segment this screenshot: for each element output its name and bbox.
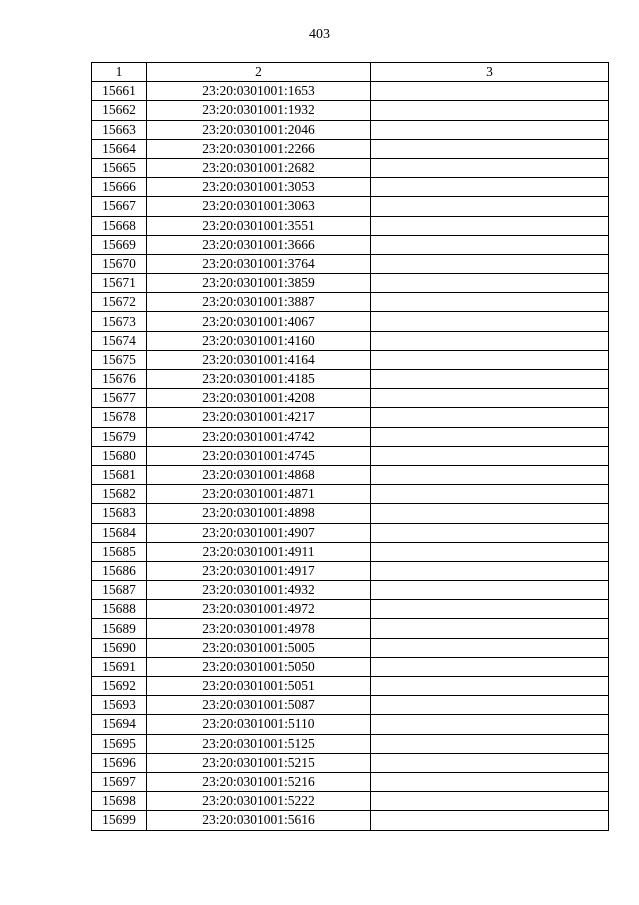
note-cell — [371, 561, 609, 580]
note-cell — [371, 82, 609, 101]
table-header — [92, 63, 609, 82]
note-cell — [371, 600, 609, 619]
cadastral-number-cell: 23:20:0301001:5051 — [147, 677, 371, 696]
cadastral-number-cell: 23:20:0301001:5110 — [147, 715, 371, 734]
table-row — [92, 715, 609, 734]
note-cell — [371, 753, 609, 772]
table-row — [92, 523, 609, 542]
cadastral-number-cell: 23:20:0301001:4907 — [147, 523, 371, 542]
row-number-cell: 15679 — [92, 427, 147, 446]
row-number-cell: 15662 — [92, 101, 147, 120]
note-cell — [371, 235, 609, 254]
note-cell — [371, 293, 609, 312]
column-header-1: 1 — [92, 63, 147, 82]
table-row — [92, 734, 609, 753]
table-row — [92, 101, 609, 120]
cadastral-number-cell: 23:20:0301001:2682 — [147, 158, 371, 177]
note-cell — [371, 178, 609, 197]
row-number-cell: 15670 — [92, 254, 147, 273]
note-cell — [371, 523, 609, 542]
table-row — [92, 600, 609, 619]
note-cell — [371, 811, 609, 830]
note-cell — [371, 389, 609, 408]
table-row — [92, 561, 609, 580]
row-number-cell: 15690 — [92, 638, 147, 657]
note-cell — [371, 331, 609, 350]
cadastral-number-cell: 23:20:0301001:3764 — [147, 254, 371, 273]
note-cell — [371, 657, 609, 676]
note-cell — [371, 158, 609, 177]
cadastral-number-cell: 23:20:0301001:4185 — [147, 370, 371, 389]
note-cell — [371, 370, 609, 389]
cadastral-number-cell: 23:20:0301001:1932 — [147, 101, 371, 120]
row-number-cell: 15672 — [92, 293, 147, 312]
cadastral-number-cell: 23:20:0301001:3053 — [147, 178, 371, 197]
column-header-2: 2 — [147, 63, 371, 82]
cadastral-number-cell: 23:20:0301001:4745 — [147, 446, 371, 465]
cadastral-number-cell: 23:20:0301001:3887 — [147, 293, 371, 312]
note-cell — [371, 254, 609, 273]
table-row — [92, 389, 609, 408]
cadastral-number-cell: 23:20:0301001:5616 — [147, 811, 371, 830]
cadastral-table — [91, 62, 609, 831]
table-row — [92, 465, 609, 484]
table-row — [92, 542, 609, 561]
note-cell — [371, 619, 609, 638]
row-number-cell: 15675 — [92, 350, 147, 369]
table-row — [92, 427, 609, 446]
row-number-cell: 15696 — [92, 753, 147, 772]
table-body — [92, 82, 609, 830]
table-row — [92, 504, 609, 523]
note-cell — [371, 446, 609, 465]
row-number-cell: 15685 — [92, 542, 147, 561]
row-number-cell: 15684 — [92, 523, 147, 542]
table-row — [92, 254, 609, 273]
note-cell — [371, 792, 609, 811]
note-cell — [371, 696, 609, 715]
cadastral-number-cell: 23:20:0301001:5087 — [147, 696, 371, 715]
row-number-cell: 15699 — [92, 811, 147, 830]
table-row — [92, 370, 609, 389]
row-number-cell: 15664 — [92, 139, 147, 158]
table-row — [92, 178, 609, 197]
note-cell — [371, 504, 609, 523]
table-row — [92, 638, 609, 657]
table-row — [92, 120, 609, 139]
table-row — [92, 657, 609, 676]
cadastral-number-cell: 23:20:0301001:3859 — [147, 274, 371, 293]
row-number-cell: 15661 — [92, 82, 147, 101]
cadastral-number-cell: 23:20:0301001:4978 — [147, 619, 371, 638]
note-cell — [371, 542, 609, 561]
cadastral-number-cell: 23:20:0301001:5050 — [147, 657, 371, 676]
row-number-cell: 15698 — [92, 792, 147, 811]
row-number-cell: 15671 — [92, 274, 147, 293]
note-cell — [371, 427, 609, 446]
row-number-cell: 15667 — [92, 197, 147, 216]
row-number-cell: 15663 — [92, 120, 147, 139]
cadastral-number-cell: 23:20:0301001:4067 — [147, 312, 371, 331]
note-cell — [371, 677, 609, 696]
note-cell — [371, 216, 609, 235]
cadastral-number-cell: 23:20:0301001:5125 — [147, 734, 371, 753]
cadastral-number-cell: 23:20:0301001:5216 — [147, 772, 371, 791]
table-row — [92, 235, 609, 254]
table-row — [92, 197, 609, 216]
column-header-3: 3 — [371, 63, 609, 82]
table-row — [92, 581, 609, 600]
row-number-cell: 15687 — [92, 581, 147, 600]
table-row — [92, 811, 609, 830]
table-row — [92, 619, 609, 638]
row-number-cell: 15689 — [92, 619, 147, 638]
row-number-cell: 15666 — [92, 178, 147, 197]
cadastral-number-cell: 23:20:0301001:1653 — [147, 82, 371, 101]
cadastral-number-cell: 23:20:0301001:4871 — [147, 485, 371, 504]
cadastral-number-cell: 23:20:0301001:2046 — [147, 120, 371, 139]
table-row — [92, 139, 609, 158]
note-cell — [371, 350, 609, 369]
header-row — [92, 63, 609, 82]
page-number: 403 — [309, 27, 330, 42]
cadastral-number-cell: 23:20:0301001:4160 — [147, 331, 371, 350]
cadastral-number-cell: 23:20:0301001:3063 — [147, 197, 371, 216]
table-row — [92, 158, 609, 177]
row-number-cell: 15680 — [92, 446, 147, 465]
row-number-cell: 15683 — [92, 504, 147, 523]
note-cell — [371, 465, 609, 484]
row-number-cell: 15665 — [92, 158, 147, 177]
table-row — [92, 312, 609, 331]
note-cell — [371, 715, 609, 734]
row-number-cell: 15688 — [92, 600, 147, 619]
note-cell — [371, 581, 609, 600]
row-number-cell: 15692 — [92, 677, 147, 696]
note-cell — [371, 101, 609, 120]
table-row — [92, 485, 609, 504]
cadastral-number-cell: 23:20:0301001:4898 — [147, 504, 371, 523]
cadastral-number-cell: 23:20:0301001:4972 — [147, 600, 371, 619]
row-number-cell: 15681 — [92, 465, 147, 484]
row-number-cell: 15677 — [92, 389, 147, 408]
table-row — [92, 753, 609, 772]
table-row — [92, 792, 609, 811]
note-cell — [371, 197, 609, 216]
table-row — [92, 82, 609, 101]
row-number-cell: 15674 — [92, 331, 147, 350]
note-cell — [371, 638, 609, 657]
row-number-cell: 15686 — [92, 561, 147, 580]
note-cell — [371, 139, 609, 158]
table-row — [92, 331, 609, 350]
table-row — [92, 446, 609, 465]
cadastral-number-cell: 23:20:0301001:4217 — [147, 408, 371, 427]
cadastral-number-cell: 23:20:0301001:4932 — [147, 581, 371, 600]
row-number-cell: 15673 — [92, 312, 147, 331]
table-row — [92, 772, 609, 791]
note-cell — [371, 485, 609, 504]
table-row — [92, 293, 609, 312]
note-cell — [371, 312, 609, 331]
table-row — [92, 677, 609, 696]
cadastral-number-cell: 23:20:0301001:4208 — [147, 389, 371, 408]
row-number-cell: 15694 — [92, 715, 147, 734]
cadastral-number-cell: 23:20:0301001:4911 — [147, 542, 371, 561]
cadastral-number-cell: 23:20:0301001:3666 — [147, 235, 371, 254]
row-number-cell: 15668 — [92, 216, 147, 235]
row-number-cell: 15682 — [92, 485, 147, 504]
cadastral-number-cell: 23:20:0301001:5215 — [147, 753, 371, 772]
row-number-cell: 15669 — [92, 235, 147, 254]
table-row — [92, 216, 609, 235]
table-row — [92, 696, 609, 715]
row-number-cell: 15691 — [92, 657, 147, 676]
table-row — [92, 274, 609, 293]
note-cell — [371, 734, 609, 753]
cadastral-number-cell: 23:20:0301001:4917 — [147, 561, 371, 580]
cadastral-number-cell: 23:20:0301001:2266 — [147, 139, 371, 158]
note-cell — [371, 772, 609, 791]
row-number-cell: 15697 — [92, 772, 147, 791]
table-row — [92, 408, 609, 427]
row-number-cell: 15676 — [92, 370, 147, 389]
cadastral-number-cell: 23:20:0301001:5222 — [147, 792, 371, 811]
cadastral-number-cell: 23:20:0301001:4164 — [147, 350, 371, 369]
cadastral-number-cell: 23:20:0301001:5005 — [147, 638, 371, 657]
row-number-cell: 15695 — [92, 734, 147, 753]
cadastral-number-cell: 23:20:0301001:4868 — [147, 465, 371, 484]
row-number-cell: 15693 — [92, 696, 147, 715]
note-cell — [371, 120, 609, 139]
cadastral-number-cell: 23:20:0301001:4742 — [147, 427, 371, 446]
table-row — [92, 350, 609, 369]
note-cell — [371, 274, 609, 293]
cadastral-number-cell: 23:20:0301001:3551 — [147, 216, 371, 235]
row-number-cell: 15678 — [92, 408, 147, 427]
note-cell — [371, 408, 609, 427]
